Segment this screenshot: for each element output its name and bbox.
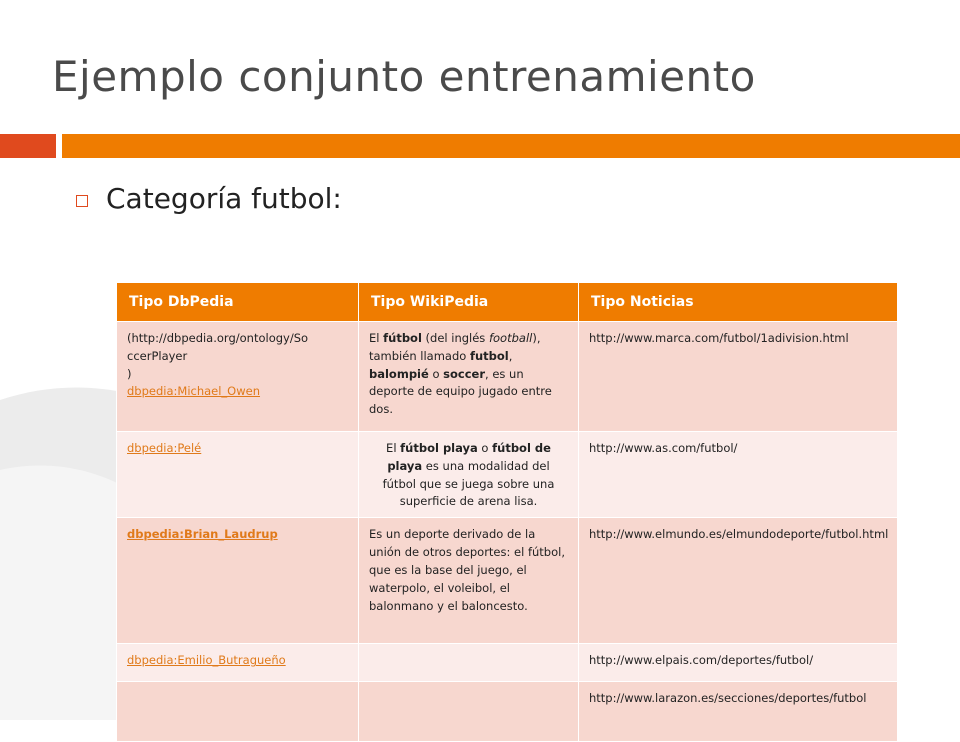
cell-dbpedia	[117, 518, 359, 644]
dbpedia-link[interactable]: dbpedia:Emilio_Butragueño	[127, 653, 286, 668]
cell-wikipedia: Es un deporte derivado de la unión de otros deportes: el fútbol, que es la base del juego, el waterpolo, el voleibol, el balonmano y el baloncesto.	[359, 518, 579, 644]
wiki-term: fútbol de playa	[387, 441, 551, 473]
accent-bar-red	[0, 134, 56, 158]
header-wikipedia: Tipo WikiPedia	[359, 283, 579, 322]
cell-dbpedia	[117, 682, 359, 742]
wiki-text: es una modalidad del fútbol que se juega sobre una superficie de arena lisa.	[382, 458, 555, 509]
table-row	[117, 518, 898, 644]
cell-noticias: http://www.marca.com/futbol/1adivision.html	[579, 322, 898, 432]
training-set-table	[116, 282, 898, 742]
wiki-term: balompié	[369, 366, 429, 381]
cell-noticias: http://www.elpais.com/deportes/futbol/	[579, 644, 898, 682]
accent-bar-orange	[62, 134, 960, 158]
cell-wikipedia	[359, 644, 579, 682]
wiki-text: , es un deporte de equipo jugado entre dos.	[369, 366, 552, 417]
wiki-term: soccer	[443, 366, 486, 381]
cell-dbpedia	[117, 322, 359, 432]
header-dbpedia: Tipo DbPedia	[117, 283, 359, 322]
table-row	[117, 644, 898, 682]
table-row	[117, 322, 898, 432]
ontology-uri-line: (http://dbpedia.org/ontology/So	[127, 331, 309, 345]
ontology-uri-line: ccerPlayer	[127, 348, 188, 363]
cell-wikipedia	[359, 432, 579, 518]
table-header-row	[117, 283, 898, 322]
dbpedia-link[interactable]: dbpedia:Michael_Owen	[127, 384, 261, 399]
cell-dbpedia	[117, 644, 359, 682]
wiki-term: fútbol	[383, 331, 422, 345]
wiki-term: futbol	[469, 348, 509, 363]
cell-dbpedia	[117, 432, 359, 518]
cell-noticias: http://www.as.com/futbol/	[579, 432, 898, 518]
wiki-text: o	[477, 441, 493, 455]
wiki-text: El	[386, 441, 401, 455]
wiki-term: fútbol playa	[400, 441, 478, 455]
header-noticias: Tipo Noticias	[579, 283, 898, 322]
dbpedia-link[interactable]: dbpedia:Pelé	[127, 441, 202, 455]
slide-title: Ejemplo conjunto entrenamiento	[52, 52, 756, 101]
wiki-text: ,	[508, 348, 513, 363]
ontology-uri-line: )	[127, 366, 132, 381]
table-row	[117, 682, 898, 742]
square-bullet-icon	[76, 195, 88, 207]
wiki-text: El	[369, 331, 384, 345]
wiki-text: o	[428, 366, 444, 381]
wiki-text: ), también llamado	[369, 331, 541, 363]
cell-noticias: http://www.elmundo.es/elmundodeporte/futbol.html	[579, 518, 898, 644]
wiki-term: football	[488, 331, 533, 345]
bullet-item	[76, 182, 342, 215]
table-row	[117, 432, 898, 518]
cell-wikipedia	[359, 322, 579, 432]
bullet-text: Categoría futbol:	[106, 182, 342, 215]
wiki-text: (del inglés	[421, 331, 489, 345]
cell-noticias: http://www.larazon.es/secciones/deportes/futbol	[579, 682, 898, 742]
dbpedia-link[interactable]: dbpedia:Brian_Laudrup	[127, 527, 278, 542]
cell-wikipedia	[359, 682, 579, 742]
